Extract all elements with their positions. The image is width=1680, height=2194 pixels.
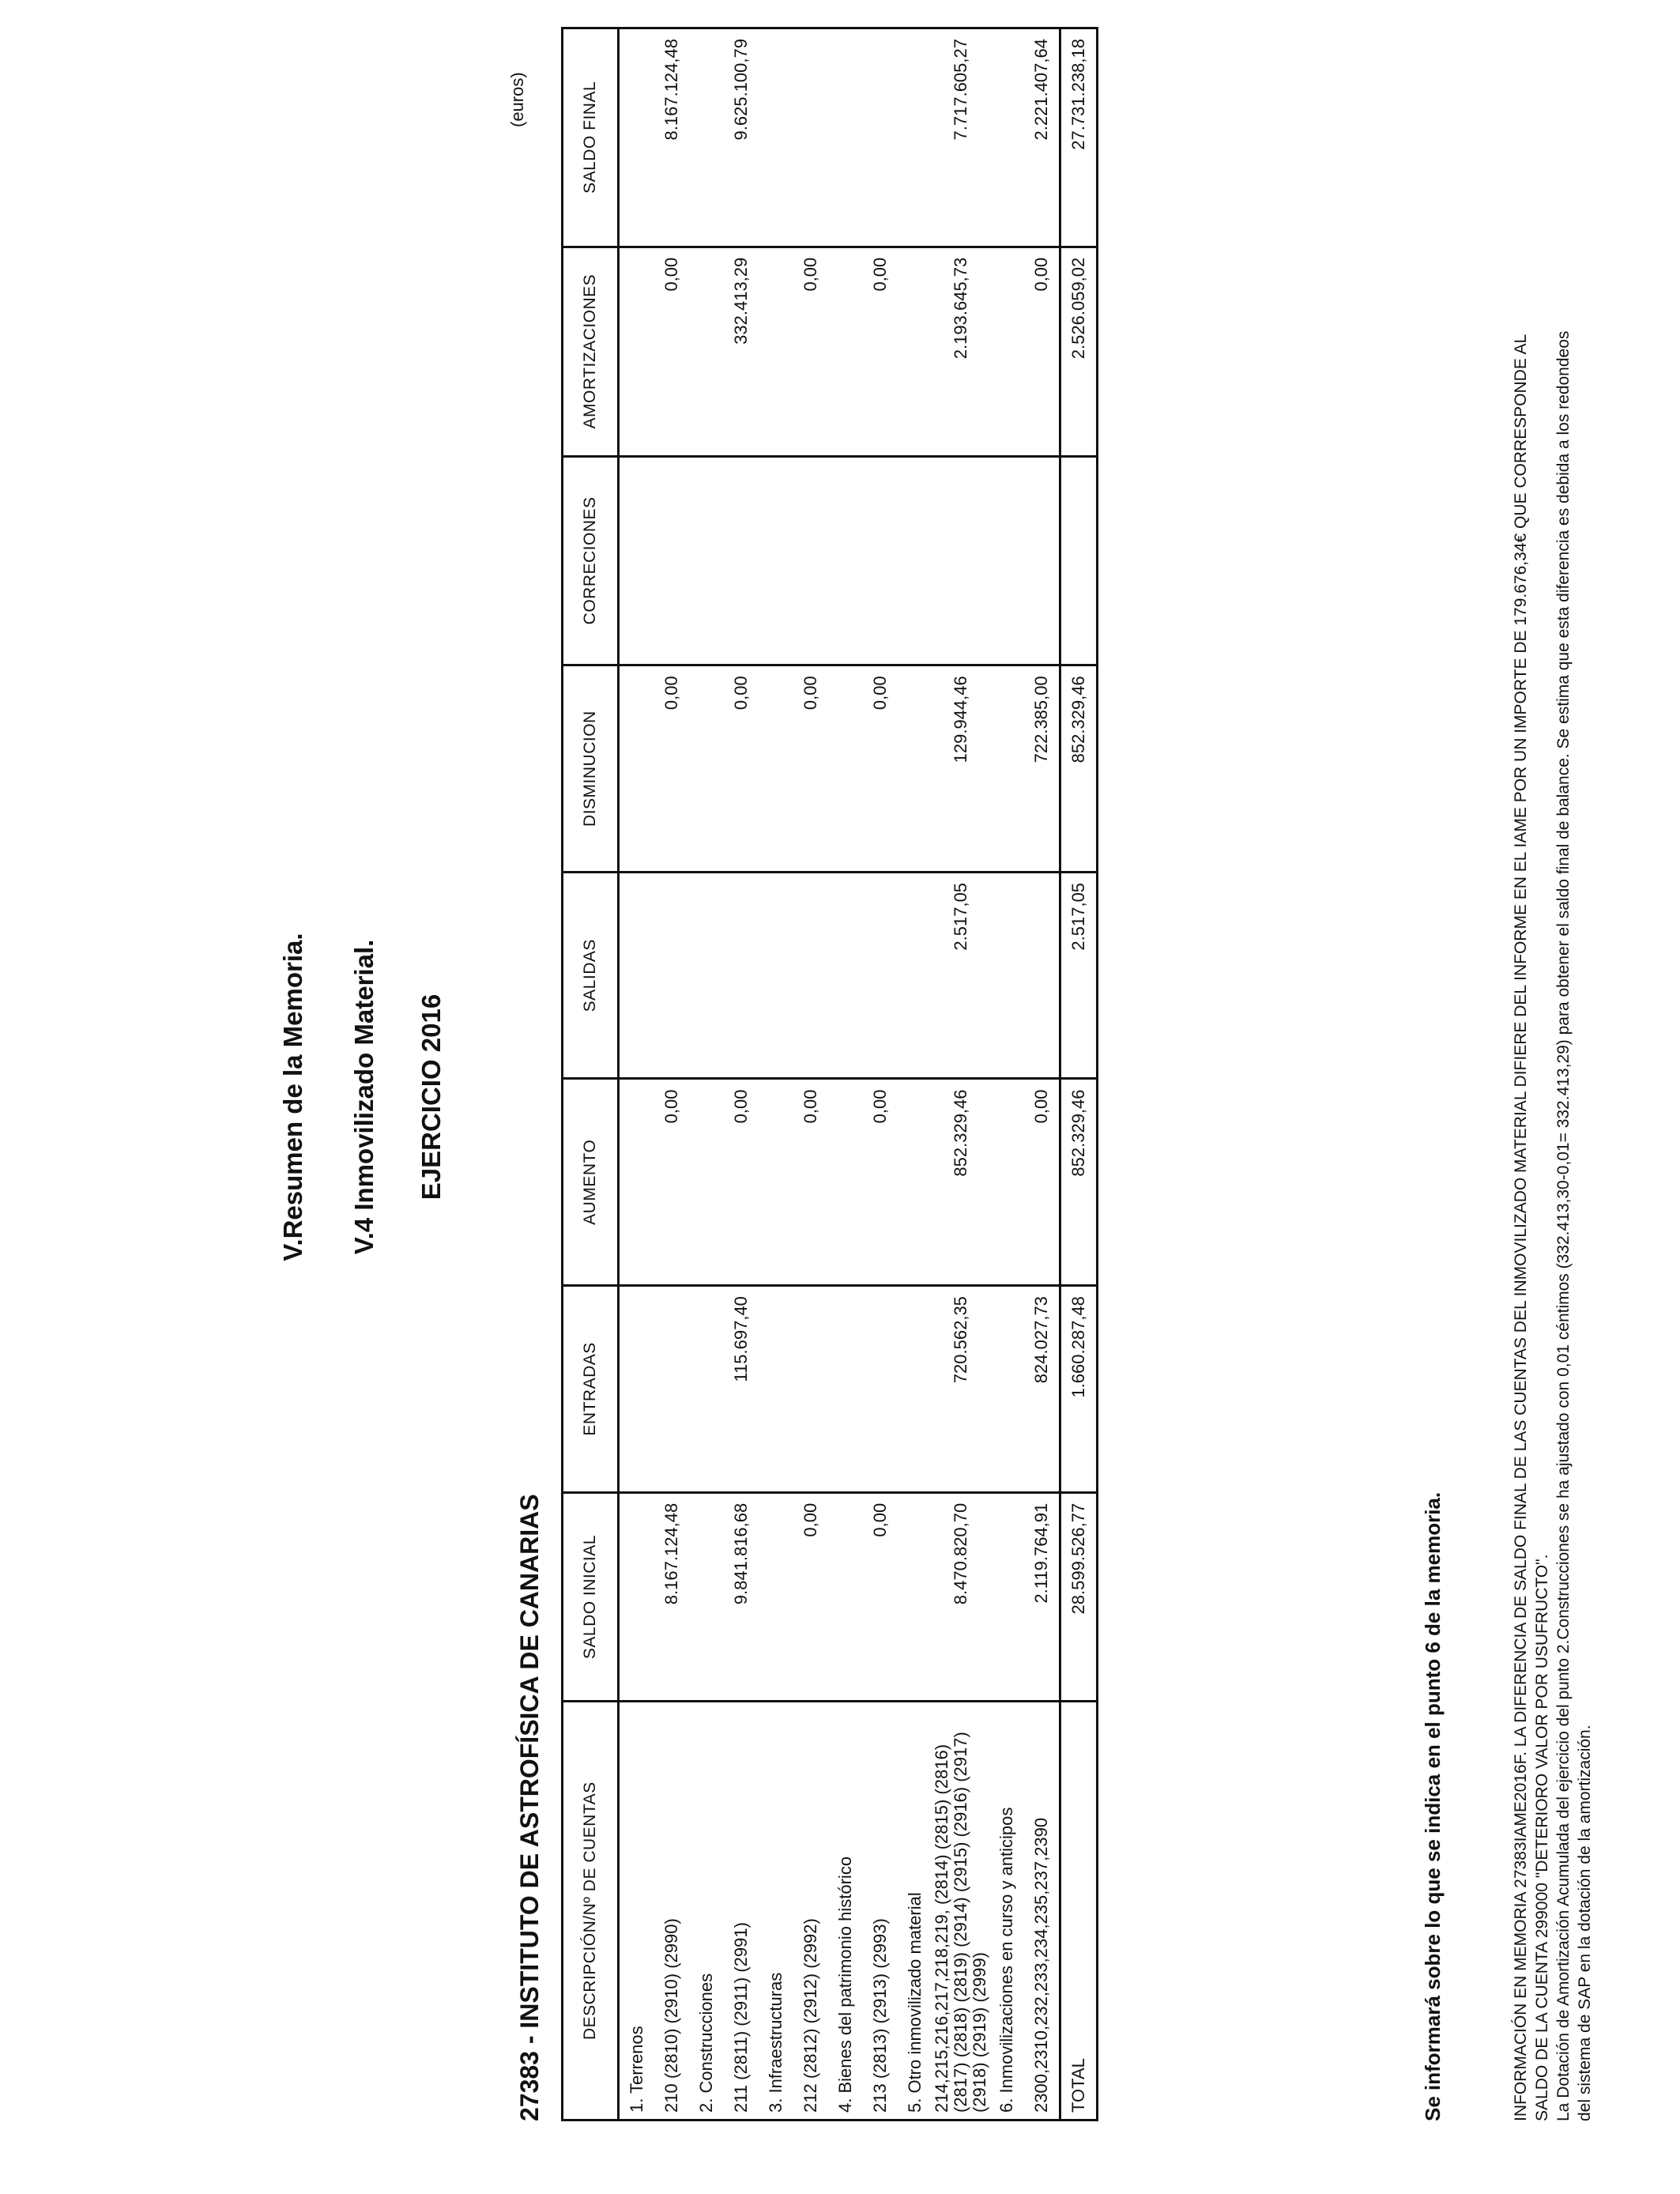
cell-correciones bbox=[759, 456, 793, 665]
header-disminucion: DISMINUCION bbox=[563, 665, 619, 873]
title-inmovilizado: V.4 Inmovilizado Material. bbox=[349, 939, 379, 1255]
cell-aumento bbox=[689, 1079, 724, 1286]
cell-aumento bbox=[828, 1079, 863, 1286]
cell-saldo-inicial: 9.841.816,68 bbox=[724, 1492, 759, 1702]
cell-descripcion: 6. Inmovilizaciones en curso y anticipos bbox=[989, 1702, 1024, 2120]
cell-amortizaciones: 0,00 bbox=[793, 247, 828, 456]
cell-disminucion bbox=[759, 665, 793, 873]
table-row bbox=[724, 28, 759, 2120]
cell-saldo-inicial bbox=[619, 1492, 655, 1702]
cell-entradas bbox=[793, 1286, 828, 1493]
cell-aumento bbox=[759, 1079, 793, 1286]
table-total-row bbox=[1060, 28, 1098, 2120]
cell-aumento: 0,00 bbox=[654, 1079, 689, 1286]
cell-disminucion bbox=[689, 665, 724, 873]
cell-descripcion: 211 (2811) (2911) (2991) bbox=[724, 1702, 759, 2120]
cell-salidas bbox=[898, 872, 932, 1079]
table-row bbox=[863, 28, 898, 2120]
cell-disminucion: 0,00 bbox=[863, 665, 898, 873]
cell-aumento: 0,00 bbox=[724, 1079, 759, 1286]
cell-saldo-final bbox=[989, 28, 1024, 247]
cell-disminucion: 852.329,46 bbox=[1060, 665, 1098, 873]
cell-aumento bbox=[898, 1079, 932, 1286]
cell-descripcion: 1. Terrenos bbox=[619, 1702, 655, 2120]
header-saldo-inicial: SALDO INICIAL bbox=[563, 1492, 619, 1702]
cell-correciones bbox=[619, 456, 655, 665]
cell-aumento: 0,00 bbox=[793, 1079, 828, 1286]
cell-aumento bbox=[619, 1079, 655, 1286]
cell-amortizaciones: 0,00 bbox=[863, 247, 898, 456]
entity-title: 27383 - INSTITUTO DE ASTROFÍSICA DE CANARIAS bbox=[515, 1494, 544, 2121]
cell-saldo-final bbox=[863, 28, 898, 247]
cell-amortizaciones bbox=[898, 247, 932, 456]
cell-amortizaciones bbox=[689, 247, 724, 456]
cell-correciones bbox=[689, 456, 724, 665]
cell-saldo-final: 9.625.100,79 bbox=[724, 28, 759, 247]
cell-disminucion: 0,00 bbox=[793, 665, 828, 873]
cell-correciones bbox=[863, 456, 898, 665]
cell-amortizaciones: 332.413,29 bbox=[724, 247, 759, 456]
cell-salidas bbox=[863, 872, 898, 1079]
cell-saldo-inicial bbox=[989, 1492, 1024, 1702]
cell-disminucion: 129.944,46 bbox=[932, 665, 989, 873]
cell-entradas bbox=[689, 1286, 724, 1493]
cell-entradas: 115.697,40 bbox=[724, 1286, 759, 1493]
table-row bbox=[898, 28, 932, 2120]
cell-aumento: 852.329,46 bbox=[1060, 1079, 1098, 1286]
header-amortizaciones: AMORTIZACIONES bbox=[563, 247, 619, 456]
cell-amortizaciones bbox=[759, 247, 793, 456]
cell-salidas bbox=[989, 872, 1024, 1079]
cell-amortizaciones bbox=[828, 247, 863, 456]
table-row bbox=[619, 28, 655, 2120]
cell-saldo-inicial: 8.470.820,70 bbox=[932, 1492, 989, 1702]
cell-saldo-final: 8.167.124,48 bbox=[654, 28, 689, 247]
cell-descripcion: 212 (2812) (2912) (2992) bbox=[793, 1702, 828, 2120]
cell-entradas bbox=[863, 1286, 898, 1493]
cell-correciones bbox=[898, 456, 932, 665]
cell-descripcion: 5. Otro inmovilizado material bbox=[898, 1702, 932, 2120]
cell-descripcion: 214,215,216,217,218,219, (2814) (2815) (2816) (2817) (2818) (2819) (2914) (2915) (2916) (2917) (2918) (2919) (2999) bbox=[932, 1702, 989, 2120]
table-row bbox=[932, 28, 989, 2120]
cell-descripcion: 213 (2813) (2913) (2993) bbox=[863, 1702, 898, 2120]
cell-salidas: 2.517,05 bbox=[1060, 872, 1098, 1079]
cell-entradas bbox=[654, 1286, 689, 1493]
cell-amortizaciones: 0,00 bbox=[1024, 247, 1060, 456]
cell-descripcion: 2300,2310,232,233,234,235,237,2390 bbox=[1024, 1702, 1060, 2120]
cell-correciones bbox=[828, 456, 863, 665]
cell-aumento: 852.329,46 bbox=[932, 1079, 989, 1286]
cell-saldo-inicial: 8.167.124,48 bbox=[654, 1492, 689, 1702]
footnote-line-4: del sistema de SAP en la dotación de la amortización. bbox=[1576, 1725, 1594, 2121]
cell-saldo-final bbox=[828, 28, 863, 247]
cell-aumento: 0,00 bbox=[863, 1079, 898, 1286]
cell-correciones bbox=[724, 456, 759, 665]
cell-amortizaciones: 2.526.059,02 bbox=[1060, 247, 1098, 456]
table-row bbox=[989, 28, 1024, 2120]
cell-saldo-inicial bbox=[689, 1492, 724, 1702]
cell-saldo-final bbox=[689, 28, 724, 247]
table-row bbox=[689, 28, 724, 2120]
table-header-row bbox=[563, 28, 619, 2120]
cell-disminucion: 0,00 bbox=[724, 665, 759, 873]
cell-disminucion bbox=[989, 665, 1024, 873]
table-row bbox=[1024, 28, 1060, 2120]
cell-saldo-final bbox=[619, 28, 655, 247]
cell-salidas bbox=[1024, 872, 1060, 1079]
cell-correciones bbox=[1060, 456, 1098, 665]
cell-saldo-inicial bbox=[759, 1492, 793, 1702]
footnote-block bbox=[1510, 35, 1595, 2121]
cell-salidas bbox=[654, 872, 689, 1079]
header-aumento: AUMENTO bbox=[563, 1079, 619, 1286]
title-resumen: V.Resumen de la Memoria. bbox=[278, 933, 307, 1261]
cell-disminucion: 722.385,00 bbox=[1024, 665, 1060, 873]
title-ejercicio: EJERCICIO 2016 bbox=[416, 993, 446, 1201]
inmovilizado-table bbox=[561, 27, 1098, 2121]
table-row bbox=[793, 28, 828, 2120]
cell-correciones bbox=[932, 456, 989, 665]
footnote-line-3: La Dotación de Amortización Acumulada del ejercicio del punto 2.Construcciones se ha ajustado con 0,01 céntimos (332.413,30-0,01= 332.413,29) para obtener el saldo final de balance. Se estima que esta diferencia es debida a los redondeos bbox=[1554, 330, 1573, 2121]
footnote-line-2: SALDO DE LA CUENTA 299000 "DETERIORO VALOR POR USUFRUCTO". bbox=[1533, 1554, 1551, 2121]
header-salidas: SALIDAS bbox=[563, 872, 619, 1079]
header-correciones: CORRECIONES bbox=[563, 456, 619, 665]
cell-saldo-inicial bbox=[898, 1492, 932, 1702]
cell-salidas bbox=[619, 872, 655, 1079]
cell-saldo-inicial: 0,00 bbox=[793, 1492, 828, 1702]
cell-correciones bbox=[654, 456, 689, 665]
table-row bbox=[828, 28, 863, 2120]
cell-aumento: 0,00 bbox=[1024, 1079, 1060, 1286]
cell-saldo-final: 27.731.238,18 bbox=[1060, 28, 1098, 247]
cell-correciones bbox=[1024, 456, 1060, 665]
cell-entradas bbox=[759, 1286, 793, 1493]
cell-disminucion bbox=[898, 665, 932, 873]
cell-disminucion bbox=[828, 665, 863, 873]
header-descripcion: DESCRIPCIÓN/Nº DE CUENTAS bbox=[563, 1702, 619, 2120]
currency-note: (euros) bbox=[507, 72, 527, 127]
cell-entradas: 824.027,73 bbox=[1024, 1286, 1060, 1493]
cell-salidas bbox=[828, 872, 863, 1079]
cell-entradas bbox=[989, 1286, 1024, 1493]
cell-saldo-inicial bbox=[828, 1492, 863, 1702]
header-saldo-final: SALDO FINAL bbox=[563, 28, 619, 247]
cell-saldo-final: 7.717.605,27 bbox=[932, 28, 989, 247]
cell-saldo-inicial: 28.599.526,77 bbox=[1060, 1492, 1098, 1702]
footnote-line-1: INFORMACIÓN EN MEMORIA 27383IAME2016F. LA DIFERENCIA DE SALDO FINAL DE LAS CUENTAS DEL INMOVILIZADO MATERIAL DIFIERE DEL INFORME EN EL IAME POR UN IMPORTE DE 179.676,34€ QUE CORRESPONDE AL bbox=[1512, 334, 1530, 2121]
header-entradas: ENTRADAS bbox=[563, 1286, 619, 1493]
cell-saldo-final bbox=[793, 28, 828, 247]
memoria-note: Se informará sobre lo que se indica en el punto 6 de la memoria. bbox=[1421, 1491, 1445, 2121]
cell-descripcion: 210 (2810) (2910) (2990) bbox=[654, 1702, 689, 2120]
cell-amortizaciones: 0,00 bbox=[654, 247, 689, 456]
cell-saldo-inicial: 0,00 bbox=[863, 1492, 898, 1702]
cell-saldo-final bbox=[759, 28, 793, 247]
cell-entradas bbox=[828, 1286, 863, 1493]
cell-amortizaciones bbox=[989, 247, 1024, 456]
cell-salidas: 2.517,05 bbox=[932, 872, 989, 1079]
cell-entradas: 720.562,35 bbox=[932, 1286, 989, 1493]
cell-descripcion: 3. Infraestructuras bbox=[759, 1702, 793, 2120]
table-body bbox=[619, 28, 1098, 2120]
cell-saldo-inicial: 2.119.764,91 bbox=[1024, 1492, 1060, 1702]
cell-descripcion: TOTAL bbox=[1060, 1702, 1098, 2120]
cell-salidas bbox=[759, 872, 793, 1079]
cell-disminucion: 0,00 bbox=[654, 665, 689, 873]
cell-amortizaciones bbox=[619, 247, 655, 456]
cell-salidas bbox=[793, 872, 828, 1079]
cell-saldo-final: 2.221.407,64 bbox=[1024, 28, 1060, 247]
cell-entradas bbox=[619, 1286, 655, 1493]
cell-salidas bbox=[724, 872, 759, 1079]
table-row bbox=[654, 28, 689, 2120]
cell-salidas bbox=[689, 872, 724, 1079]
cell-aumento bbox=[989, 1079, 1024, 1286]
cell-amortizaciones: 2.193.645,73 bbox=[932, 247, 989, 456]
cell-correciones bbox=[793, 456, 828, 665]
cell-descripcion: 2. Construcciones bbox=[689, 1702, 724, 2120]
table-row bbox=[759, 28, 793, 2120]
cell-disminucion bbox=[619, 665, 655, 873]
cell-entradas bbox=[898, 1286, 932, 1493]
cell-entradas: 1.660.287,48 bbox=[1060, 1286, 1098, 1493]
cell-correciones bbox=[989, 456, 1024, 665]
cell-descripcion: 4. Bienes del patrimonio histórico bbox=[828, 1702, 863, 2120]
cell-saldo-final bbox=[898, 28, 932, 247]
